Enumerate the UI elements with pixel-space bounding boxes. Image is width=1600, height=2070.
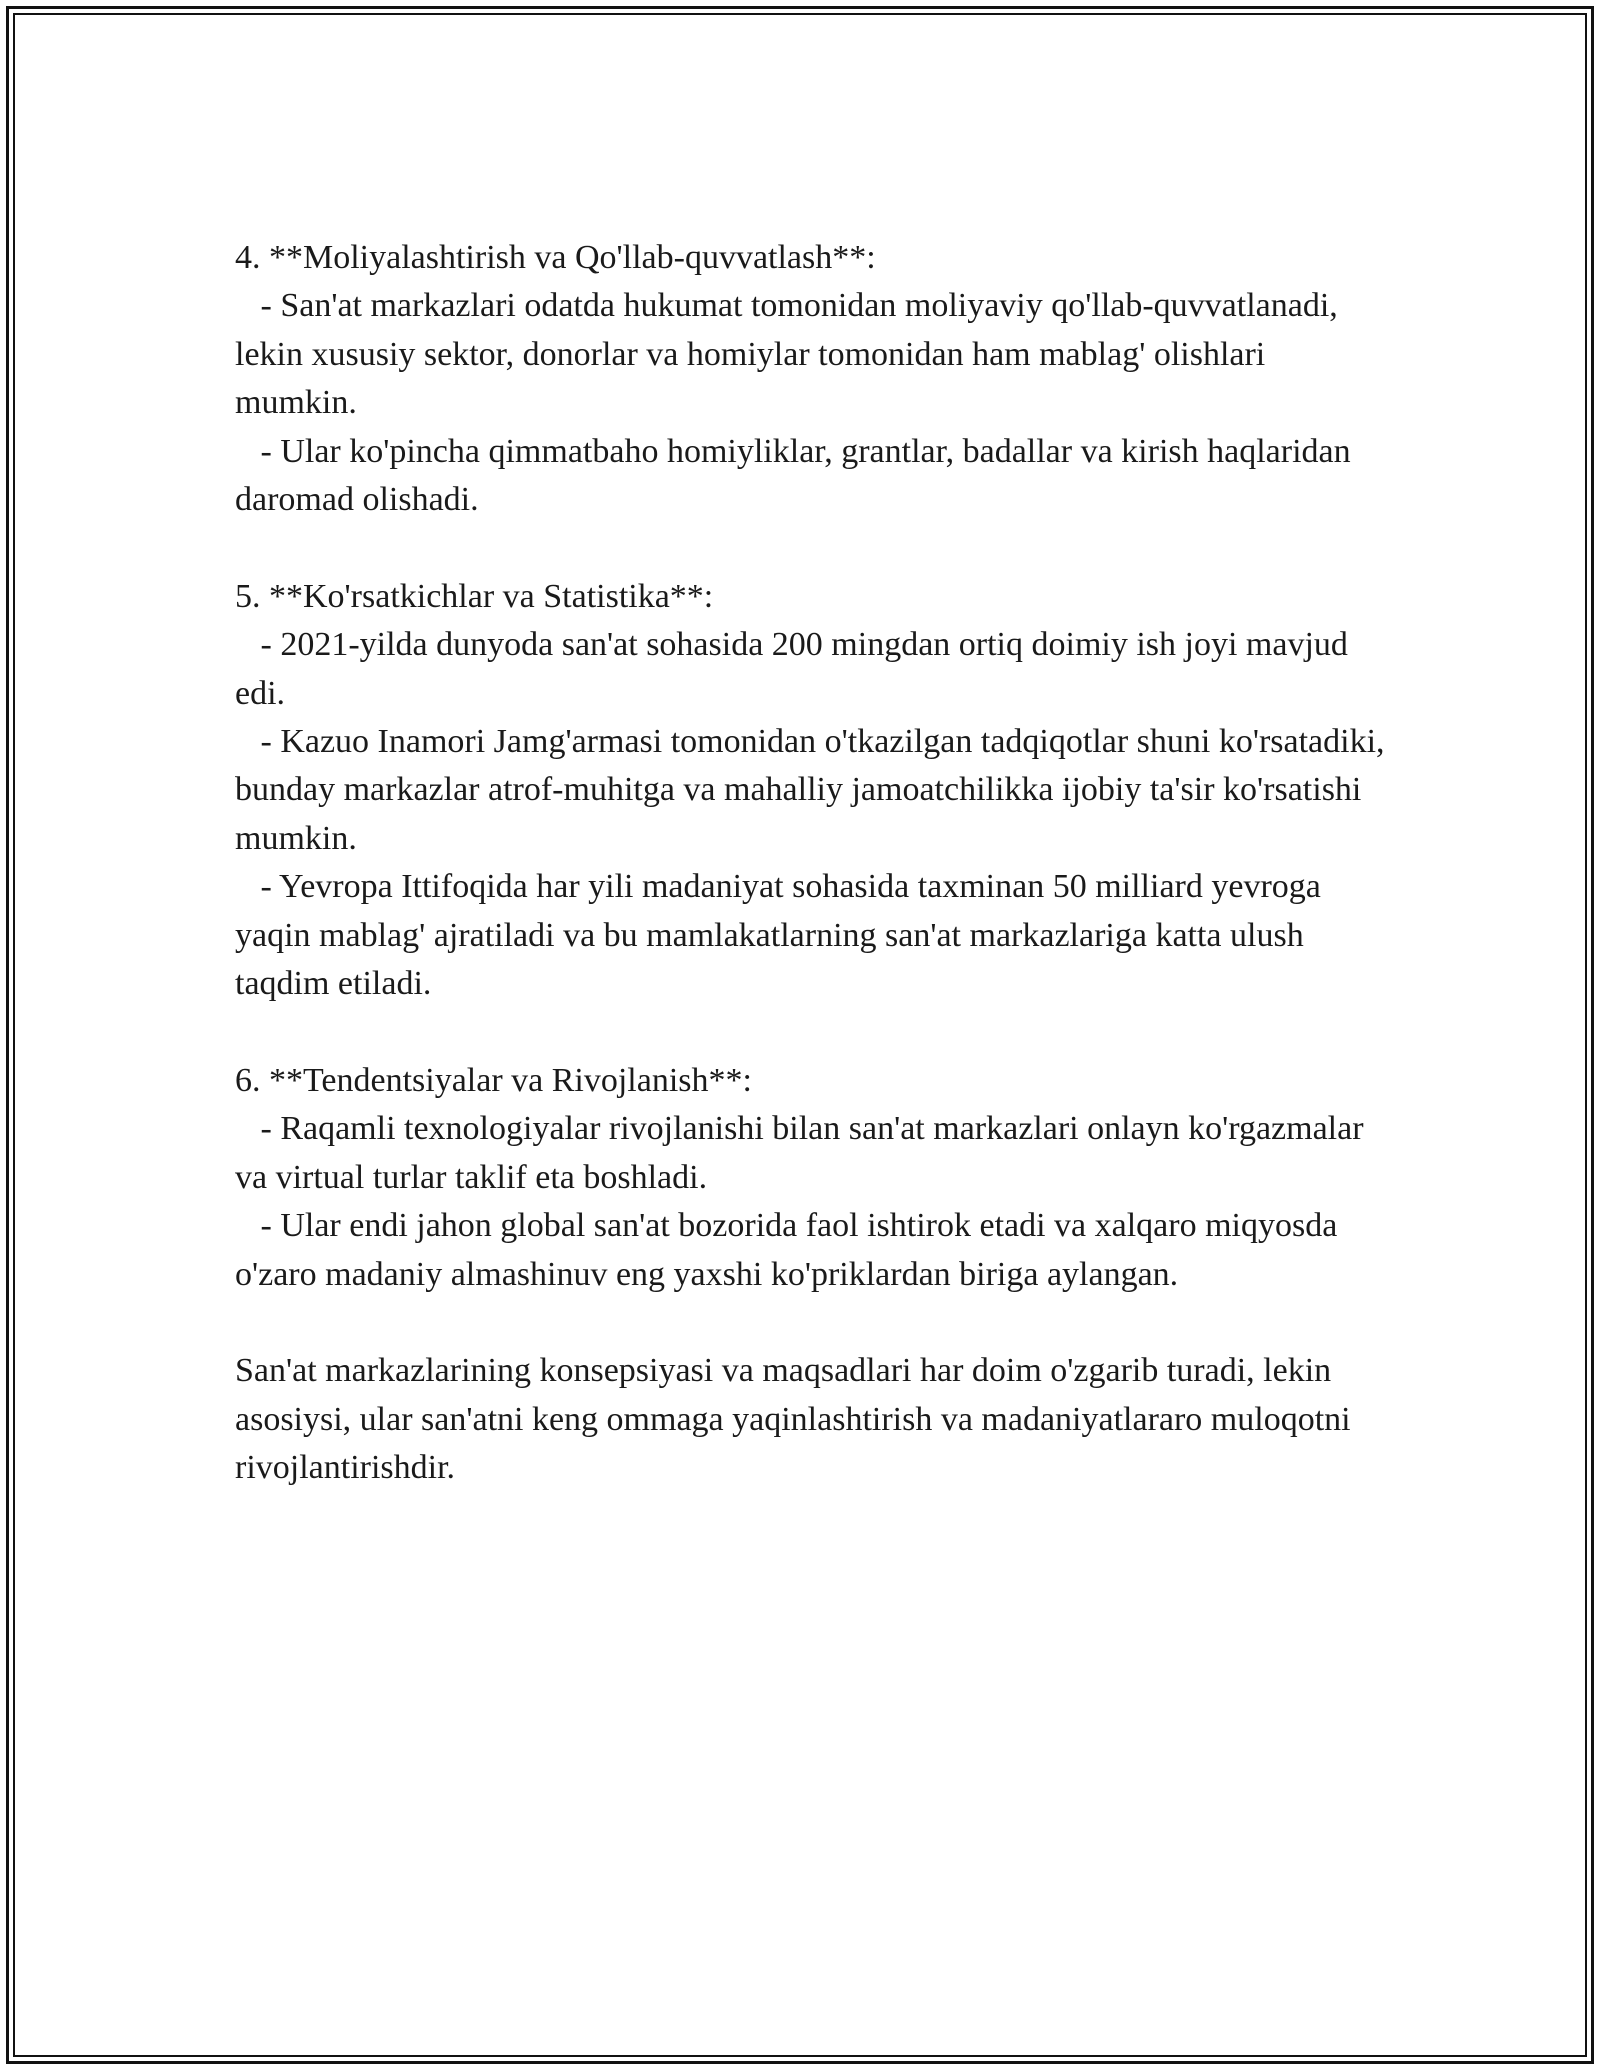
bullet-item: - Ular endi jahon global san'at bozorida faol ishtirok etadi va xalqaro miqyosda o'zaro madaniy almashinuv eng yaxshi ko'priklardan biriga aylangan. [235,1207,1346,1293]
section-funding [235,234,1385,524]
bullet-item: - San'at markazlari odatda hukumat tomonidan moliyaviy qo'llab-quvvatlanadi, lekin xususiy sektor, donorlar va homiylar tomonidan ham mablag' olishlari mumkin. [235,287,1347,422]
bullet-item: - Ular ko'pincha qimmatbaho homiyliklar, grantlar, badallar va kirish haqlaridan daromad olishadi. [235,432,1360,519]
document-body [235,234,1394,1493]
bullet-item: - Yevropa Ittifoqida har yili madaniyat sohasida taxminan 50 milliard yevroga yaqin mablag' ajratiladi va bu mamlakatlarning san'at markazlariga katta ulush taqdim etiladi. [235,868,1330,1003]
section-heading: 6. **Tendentsiyalar va Rivojlanish**: [235,1061,752,1099]
section-statistics [235,573,1394,1009]
bullet-item: - Kazuo Inamori Jamg'armasi tomonidan o'tkazilgan tadqiqotlar shuni ko'rsatadiki, bunday markazlar atrof-muhitga va mahalliy jamoatchilikka ijobiy ta'sir ko'rsatishi mumkin. [235,723,1394,857]
section-heading: 4. **Moliyalashtirish va Qo'llab-quvvatlash**: [235,239,876,276]
section-heading: 5. **Ko'rsatkichlar va Statistika**: [235,577,714,615]
section-trends [235,1057,1385,1299]
conclusion-paragraph: San'at markazlarining konsepsiyasi va maqsadlari har doim o'zgarib turadi, lekin asosiysi, ular san'atni keng ommaga yaqinlashtirish va madaniyatlararo muloqotni rivojlantirishdir. [235,1352,1360,1487]
bullet-item: - Raqamli texnologiyalar rivojlanishi bilan san'at markazlari onlayn ko'rgazmalar va virtual turlar taklif eta boshladi. [235,1110,1373,1196]
bullet-item: - 2021-yilda dunyoda san'at sohasida 200 mingdan ortiq doimiy ish joyi mavjud edi. [235,626,1357,712]
